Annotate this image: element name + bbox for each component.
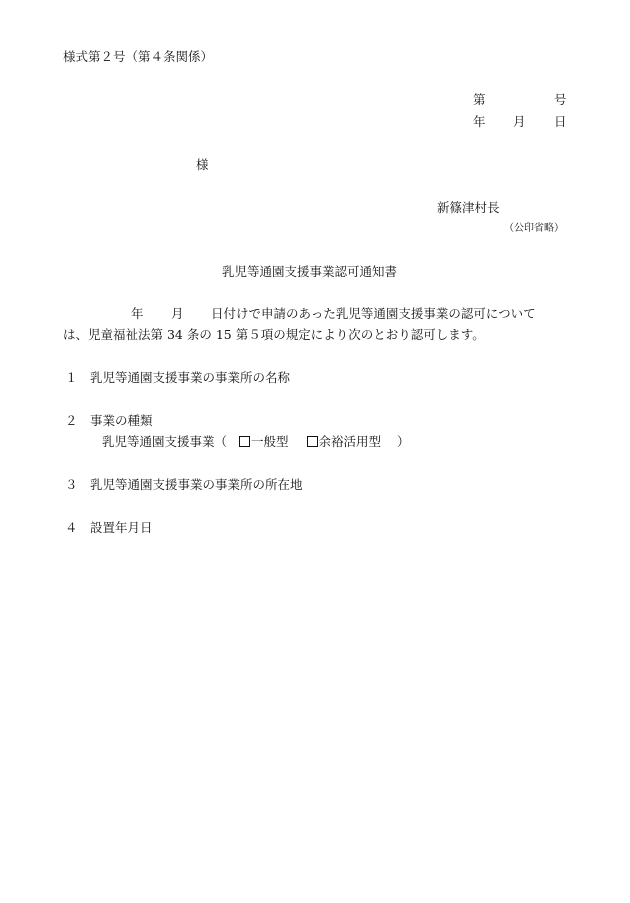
form-label: 様式第２号（第４条関係） xyxy=(63,49,214,64)
business-type-line xyxy=(102,434,410,450)
body-year: 年 xyxy=(131,306,144,321)
item-3-number: ３ xyxy=(65,477,78,492)
body-line2: は、児童福祉法第 34 条の 15 第５項の規定により次のとおり認可します。 xyxy=(63,327,485,342)
body-month: 月 xyxy=(171,306,184,321)
date-day: 日 xyxy=(554,114,567,129)
item-2-number: ２ xyxy=(65,413,78,428)
date-year: 年 xyxy=(473,114,486,129)
addressee-honorific: 様 xyxy=(196,157,209,172)
item-1-number: １ xyxy=(65,370,78,385)
seal-omitted-note: （公印省略） xyxy=(504,223,564,234)
document-title: 乳児等通園支援事業認可通知書 xyxy=(222,264,398,279)
checkbox-general[interactable] xyxy=(239,436,250,447)
doc-number-suffix: 号 xyxy=(554,92,567,107)
option-general-label: 一般型 xyxy=(251,434,289,449)
item-4-label: 設置年月日 xyxy=(90,520,153,535)
date-month: 月 xyxy=(513,114,526,129)
item-3-label: 乳児等通園支援事業の事業所の所在地 xyxy=(90,477,303,492)
item-2-label: 事業の種類 xyxy=(90,413,153,428)
item-1-label: 乳児等通園支援事業の事業所の名称 xyxy=(90,370,291,385)
sender-name: 新篠津村長 xyxy=(437,200,500,215)
body-line1-rest: 日付けで申請のあった乳児等通園支援事業の認可について xyxy=(211,306,536,321)
business-type-suffix: ） xyxy=(397,434,410,449)
option-surplus-label: 余裕活用型 xyxy=(318,434,382,449)
option-general[interactable] xyxy=(239,434,289,450)
item-4-number: ４ xyxy=(65,520,78,535)
option-surplus[interactable] xyxy=(307,434,382,450)
checkbox-surplus[interactable] xyxy=(307,436,318,447)
business-type-prefix: 乳児等通園支援事業（ xyxy=(102,434,228,449)
doc-number-prefix: 第 xyxy=(473,92,486,107)
